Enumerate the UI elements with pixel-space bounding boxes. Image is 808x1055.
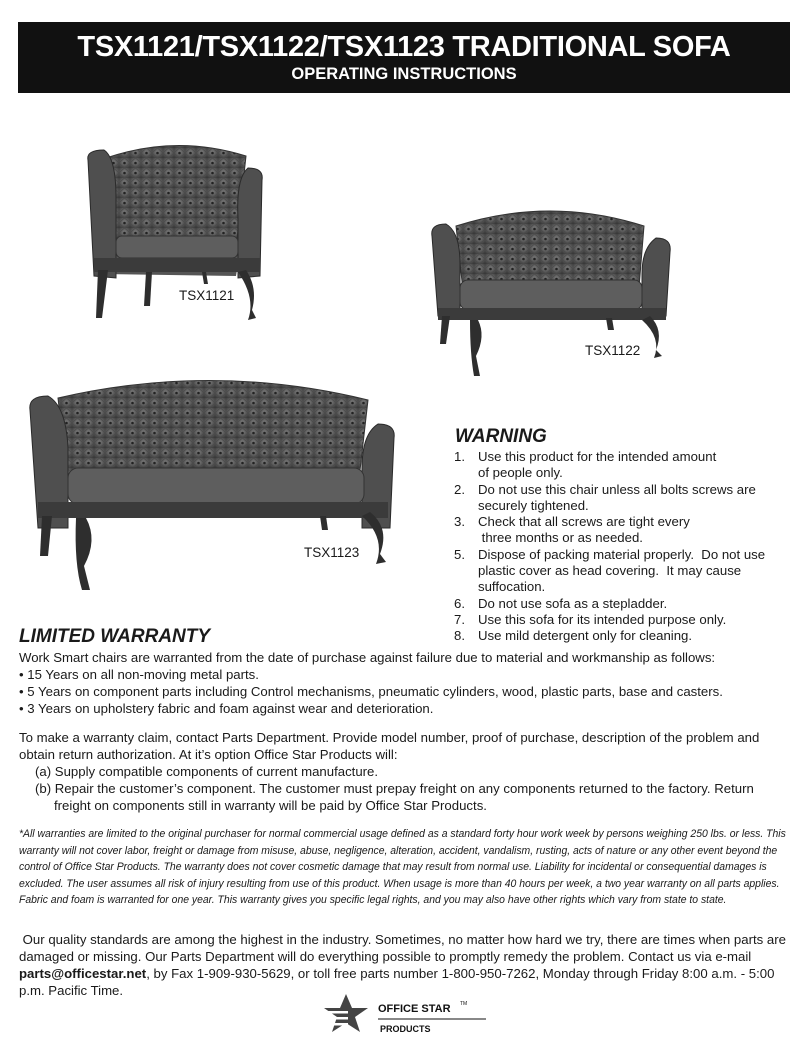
warranty-heading: LIMITED WARRANTY (19, 626, 211, 647)
warranty-bullet: • 3 Years on upholstery fabric and foam against wear and deterioration. (19, 701, 434, 716)
loveseat-model-label: TSX1122 (585, 343, 641, 358)
svg-text:OFFICE STAR: OFFICE STAR (378, 1003, 451, 1015)
warranty-fine-print: *All warranties are limited to the original purchaser for normal commercial usage defined as a standard forty hour work week by persons weighing 250 lbs. or less. This warranty will not cover labor, freight or damage from misuse, abuse, negligence, alteration, accident, vandalism, rusting, acts of nature or any other event beyond the control of Office Star Products. The warranty does not cover cosmetic damage that may result from normal use. Liability for incidental or consequential damages is excluded. The user assumes all risk of injury resulting from use of this product. When usage is more than 40 hours per week, a two year warranty on all parts applies. Fabric and foam is warranted for one year. This warranty gives you specific legal rights, and you may also have other rights which vary from state to state. (19, 828, 786, 907)
chair-model-label: TSX1121 (179, 288, 235, 303)
warning-item: 3. Check that all screws are tight every three months or as needed. (454, 514, 690, 546)
svg-text:PRODUCTS: PRODUCTS (380, 1024, 431, 1034)
warranty-bullet: • 15 Years on all non-moving metal parts. (19, 667, 259, 682)
office-star-logo (318, 992, 490, 1036)
warranty-claim (19, 729, 789, 814)
sofa-model-label: TSX1123 (304, 545, 360, 560)
warning-item: 7. Use this sofa for its intended purpose only. (454, 611, 727, 627)
quality-statement: Our quality standards are among the highest in the industry. Sometimes, no matter how hard we try, there are times when parts are damaged or missing. Our Parts Department will do everything possible to promptly remedy the problem. Contact us via e-mail parts@officestar.net, by Fax 1-909-930-5629, or toll free parts number 1-800-950-7262, Monday through Friday 8:00 a.m. - 5:00 p.m. Pacific Time. (19, 932, 790, 998)
claim-text: To make a warranty claim, contact Parts Department. Provide model number, proof of purchase, description of the problem and obtain return authorization. At it’s option Office Star Products will: (19, 730, 760, 762)
star-icon (318, 994, 368, 1032)
page-header (18, 22, 790, 93)
claim-option-a: (a) Supply compatible components of current manufacture. (35, 764, 379, 779)
sofa-image (28, 368, 398, 598)
page-subtitle: OPERATING INSTRUCTIONS (291, 65, 517, 83)
warning-item: 1. Use this product for the intended amount of people only. (454, 449, 717, 481)
warning-item: 6. Do not use sofa as a stepladder. (454, 595, 668, 611)
page-title: TSX1121/TSX1122/TSX1123 TRADITIONAL SOFA (77, 31, 731, 63)
chair-image (86, 138, 266, 323)
warranty-intro: Work Smart chairs are warranted from the date of purchase against failure due to material and workmanship as follows: (19, 650, 716, 665)
warning-item: 8. Use mild detergent only for cleaning. (454, 628, 693, 644)
parts-email-link[interactable]: parts@officestar.net (19, 966, 147, 981)
claim-option-b: (b) Repair the customer’s component. The customer must prepay freight on any components returned to the factory. Return (35, 781, 754, 796)
warning-heading: WARNING (455, 426, 547, 447)
warranty-bullet: • 5 Years on component parts including Control mechanisms, pneumatic cylinders, wood, plastic parts, base and casters. (19, 684, 723, 699)
warning-item: 5. Dispose of packing material properly. Do not use plastic cover as head covering. It may cause suffocation. (454, 546, 766, 595)
claim-option-b-cont: freight on components still in warranty will be paid by Office Star Products. (54, 798, 487, 813)
warning-item: 2. Do not use this chair unless all bolts screws are securely tightened. (454, 481, 756, 513)
svg-text:TM: TM (460, 1001, 468, 1007)
warranty-terms (19, 649, 789, 717)
warning-list (454, 449, 794, 645)
